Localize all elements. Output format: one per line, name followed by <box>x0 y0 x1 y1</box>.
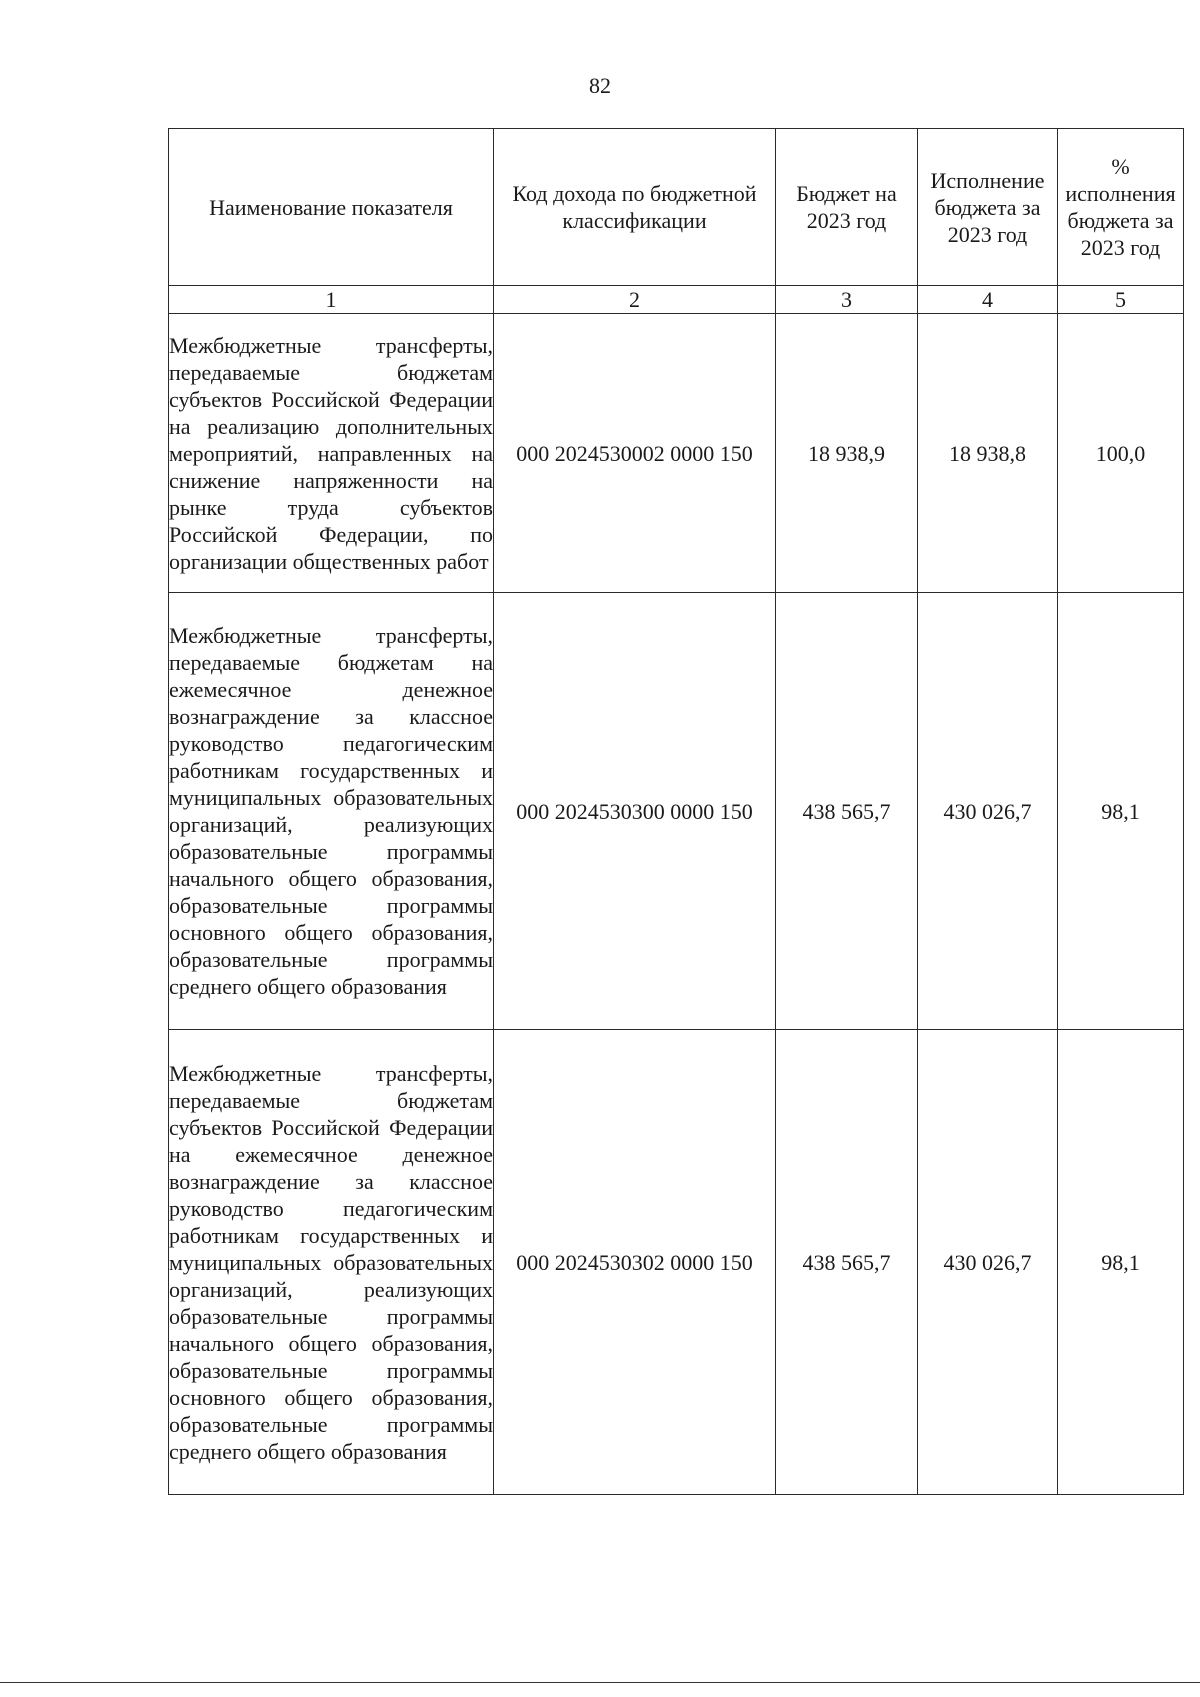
execution-value-cell: 430 026,7 <box>918 1030 1058 1495</box>
header-indicator-name: Наименование показателя <box>169 129 494 286</box>
column-number: 5 <box>1058 286 1184 314</box>
table-row <box>169 314 1184 593</box>
table-row <box>169 593 1184 1030</box>
header-execution-percent: % исполнения бюджета за 2023 год <box>1058 129 1184 286</box>
execution-value-cell: 430 026,7 <box>918 593 1058 1030</box>
execution-percent-cell: 98,1 <box>1058 1030 1184 1495</box>
execution-value-cell: 18 938,8 <box>918 314 1058 593</box>
column-number: 3 <box>776 286 918 314</box>
header-execution-2023: Исполнение бюджета за 2023 год <box>918 129 1058 286</box>
indicator-name-cell: Межбюджетные трансферты, передаваемые бюджетам субъектов Российской Федерации на ежемесячное денежное вознаграждение за классное руководство педагогическим работникам государственных и муниципальных образовательных организаций, реализующих образовательные программы начального общего образования, образовательные программы основного общего образования, образовательные программы среднего общего образования <box>169 1030 494 1495</box>
budget-execution-table <box>168 128 1184 1495</box>
table-header-row <box>169 129 1184 286</box>
budget-value-cell: 438 565,7 <box>776 1030 918 1495</box>
page-number: 82 <box>589 73 611 98</box>
column-number: 2 <box>494 286 776 314</box>
table-row <box>169 1030 1184 1495</box>
column-number: 4 <box>918 286 1058 314</box>
execution-percent-cell: 98,1 <box>1058 593 1184 1030</box>
income-code-cell: 000 2024530302 0000 150 <box>494 1030 776 1495</box>
income-code-cell: 000 2024530300 0000 150 <box>494 593 776 1030</box>
header-income-code: Код дохода по бюджетной классификации <box>494 129 776 286</box>
indicator-name-cell: Межбюджетные трансферты, передаваемые бюджетам на ежемесячное денежное вознаграждение за классное руководство педагогическим работникам государственных и муниципальных образовательных организаций, реализующих образовательные программы начального общего образования, образовательные программы основного общего образования, образовательные программы среднего общего образования <box>169 593 494 1030</box>
column-number: 1 <box>169 286 494 314</box>
indicator-name-cell: Межбюджетные трансферты, передаваемые бюджетам субъектов Российской Федерации на реализацию дополнительных мероприятий, направленных на снижение напряженности на рынке труда субъектов Российской Федерации, по организации общественных работ <box>169 314 494 593</box>
income-code-cell: 000 2024530002 0000 150 <box>494 314 776 593</box>
column-number-row <box>169 286 1184 314</box>
budget-value-cell: 438 565,7 <box>776 593 918 1030</box>
footer-rule <box>0 1682 1200 1683</box>
execution-percent-cell: 100,0 <box>1058 314 1184 593</box>
budget-value-cell: 18 938,9 <box>776 314 918 593</box>
header-budget-2023: Бюджет на 2023 год <box>776 129 918 286</box>
